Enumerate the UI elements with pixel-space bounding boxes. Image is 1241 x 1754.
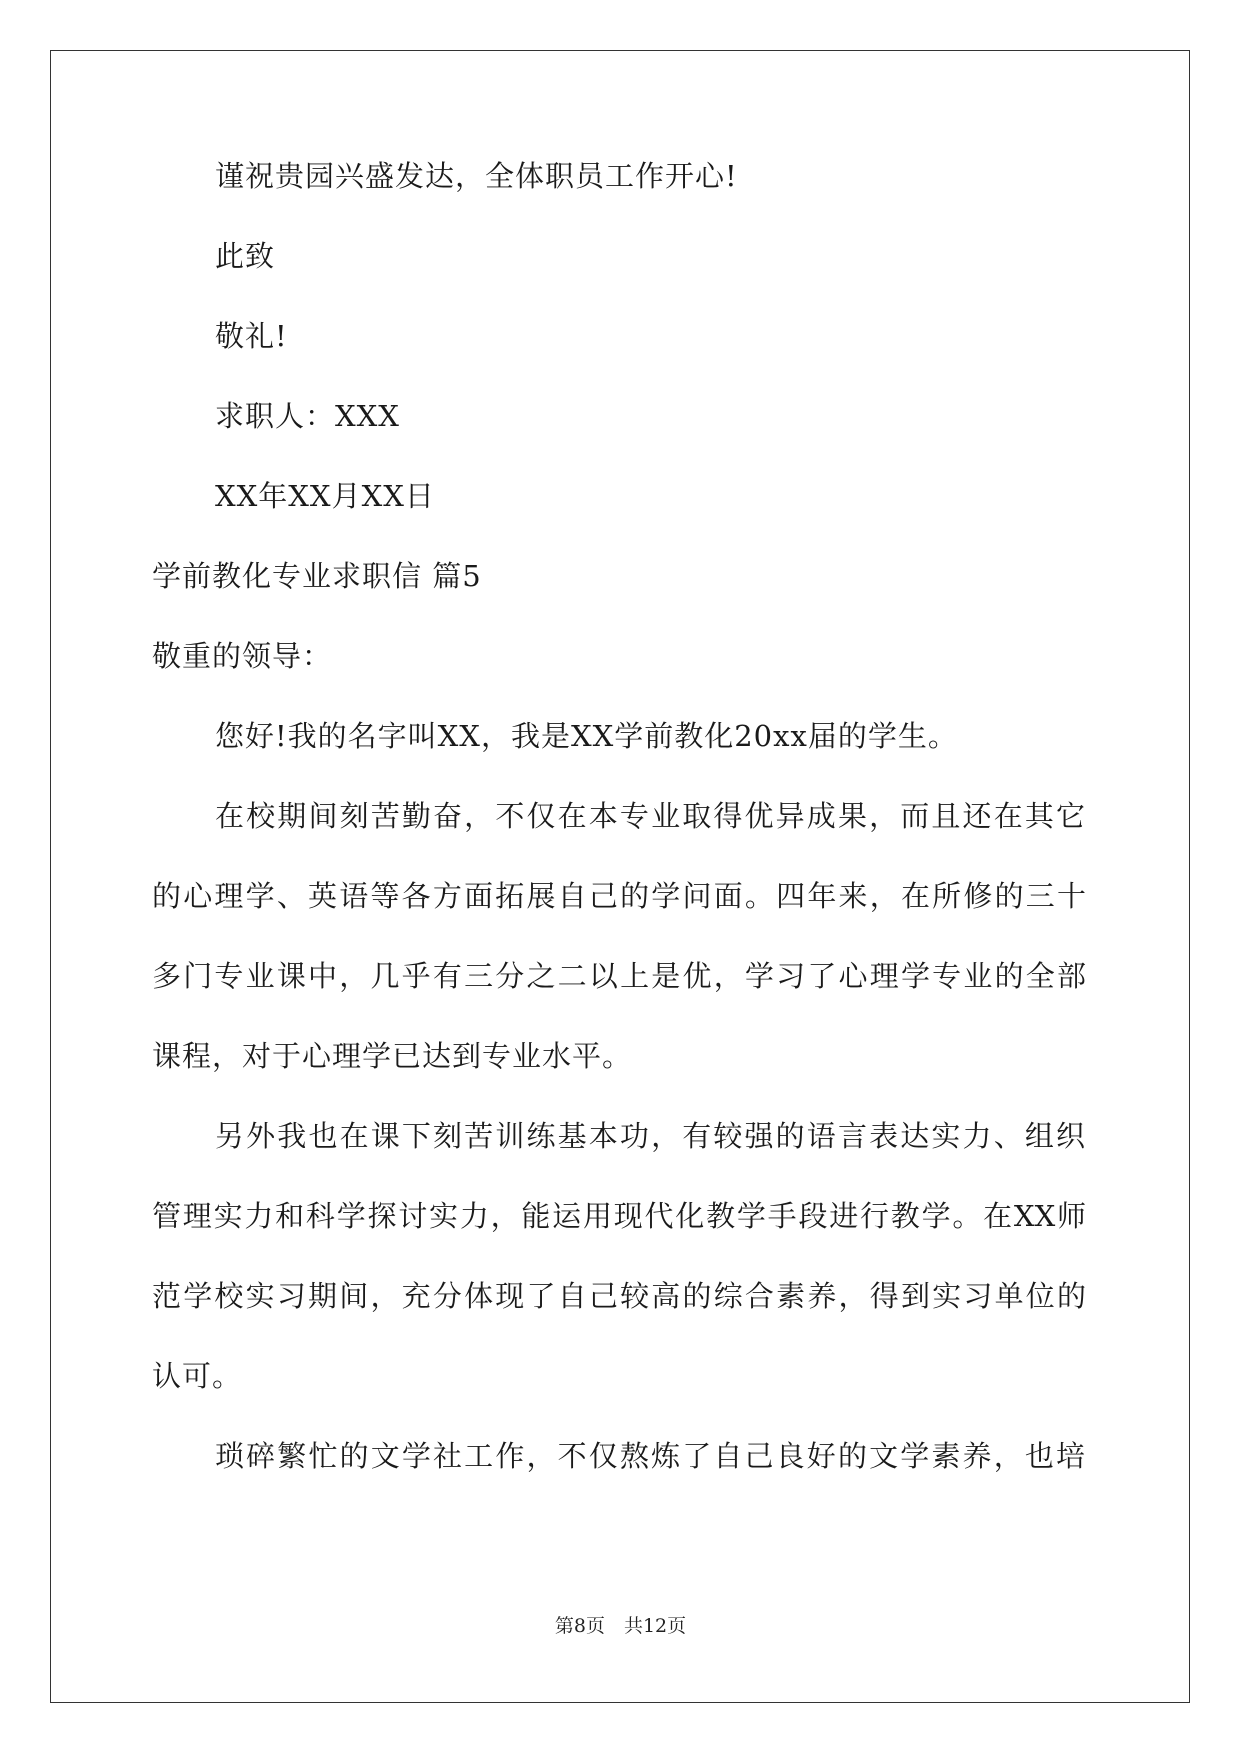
letter-date: XX年XX月XX日 [215,479,435,513]
salutation-cizhi: 此致 [215,239,276,273]
closing-wish-line: 谨祝贵园兴盛发达，全体职员工作开心! [215,159,738,193]
applicant-signature: 求职人：XXX [215,399,400,433]
letter-greeting: 敬重的领导： [152,639,333,673]
paragraph-skills-line-3: 范学校实习期间，充分体现了自己较高的综合素养，得到实习单位的 [152,1279,1086,1313]
page-number-footer: 第8页 共12页 [554,1615,687,1637]
paragraph-literature-line-1: 琐碎繁忙的文学社工作，不仅熬炼了自己良好的文学素养，也培 [215,1439,1085,1473]
paragraph-skills-line-1: 另外我也在课下刻苦训练基本功，有较强的语言表达实力、组织 [215,1119,1085,1153]
salutation-jingli: 敬礼! [215,319,288,353]
paragraph-study-line-2: 的心理学、英语等各方面拓展自己的学问面。四年来，在所修的三十 [152,879,1086,913]
paragraph-study-line-3: 多门专业课中，几乎有三分之二以上是优，学习了心理学专业的全部 [152,959,1086,993]
paragraph-intro: 您好!我的名字叫XX，我是XX学前教化20xx届的学生。 [215,719,958,753]
paragraph-study-line-1: 在校期间刻苦勤奋，不仅在本专业取得优异成果，而且还在其它 [215,799,1085,833]
section-heading: 学前教化专业求职信 篇5 [152,559,482,593]
paragraph-study-line-4: 课程，对于心理学已达到专业水平。 [152,1039,633,1073]
paragraph-skills-line-4: 认可。 [152,1359,243,1393]
paragraph-skills-line-2: 管理实力和科学探讨实力，能运用现代化教学手段进行教学。在XX师 [152,1199,1086,1233]
